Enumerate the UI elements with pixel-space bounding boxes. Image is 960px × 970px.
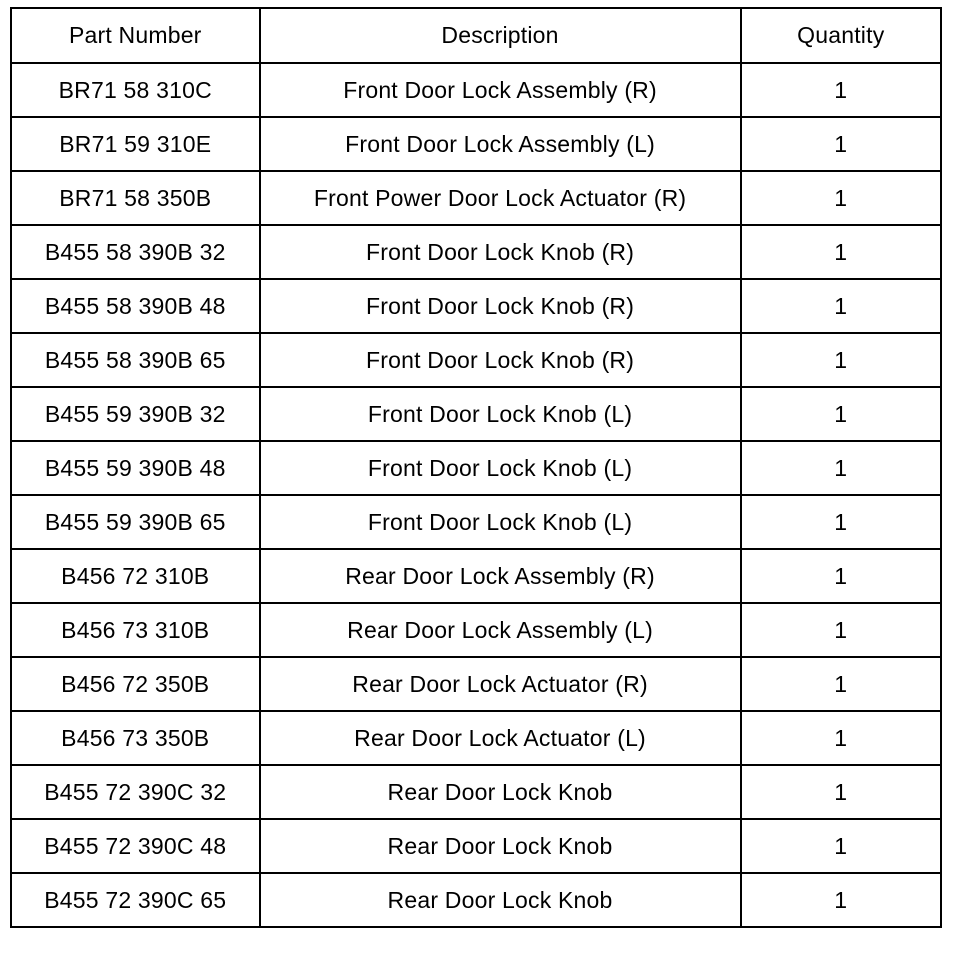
cell-description: Rear Door Lock Assembly (L) <box>260 603 741 657</box>
header-row <box>11 8 941 63</box>
cell-part-number: B456 72 310B <box>11 549 260 603</box>
cell-description: Rear Door Lock Knob <box>260 873 741 927</box>
cell-description: Rear Door Lock Assembly (R) <box>260 549 741 603</box>
table-row <box>11 333 941 387</box>
table-row <box>11 225 941 279</box>
table-row <box>11 711 941 765</box>
cell-description: Rear Door Lock Actuator (L) <box>260 711 741 765</box>
cell-quantity: 1 <box>741 819 941 873</box>
cell-quantity: 1 <box>741 603 941 657</box>
table-row <box>11 171 941 225</box>
header-part-number: Part Number <box>11 8 260 63</box>
cell-part-number: B456 73 310B <box>11 603 260 657</box>
cell-description: Rear Door Lock Actuator (R) <box>260 657 741 711</box>
cell-description: Rear Door Lock Knob <box>260 819 741 873</box>
cell-quantity: 1 <box>741 765 941 819</box>
cell-quantity: 1 <box>741 117 941 171</box>
cell-part-number: B456 73 350B <box>11 711 260 765</box>
table-row <box>11 873 941 927</box>
table-row <box>11 117 941 171</box>
cell-part-number: B455 59 390B 65 <box>11 495 260 549</box>
table-row <box>11 657 941 711</box>
table-row <box>11 387 941 441</box>
cell-part-number: B455 58 390B 65 <box>11 333 260 387</box>
table-row <box>11 495 941 549</box>
cell-quantity: 1 <box>741 225 941 279</box>
cell-quantity: 1 <box>741 279 941 333</box>
cell-quantity: 1 <box>741 711 941 765</box>
cell-quantity: 1 <box>741 171 941 225</box>
cell-description: Front Power Door Lock Actuator (R) <box>260 171 741 225</box>
parts-table <box>10 7 942 928</box>
cell-quantity: 1 <box>741 333 941 387</box>
cell-description: Front Door Lock Knob (L) <box>260 387 741 441</box>
table-body <box>11 63 941 927</box>
table-row <box>11 603 941 657</box>
cell-part-number: B455 72 390C 32 <box>11 765 260 819</box>
table-row <box>11 279 941 333</box>
cell-part-number: B455 58 390B 48 <box>11 279 260 333</box>
cell-part-number: B455 72 390C 48 <box>11 819 260 873</box>
header-quantity: Quantity <box>741 8 941 63</box>
cell-part-number: B456 72 350B <box>11 657 260 711</box>
cell-quantity: 1 <box>741 657 941 711</box>
cell-description: Front Door Lock Knob (L) <box>260 495 741 549</box>
cell-description: Front Door Lock Knob (R) <box>260 333 741 387</box>
cell-part-number: BR71 58 350B <box>11 171 260 225</box>
cell-part-number: B455 59 390B 32 <box>11 387 260 441</box>
cell-quantity: 1 <box>741 63 941 117</box>
cell-part-number: B455 58 390B 32 <box>11 225 260 279</box>
cell-description: Front Door Lock Knob (R) <box>260 225 741 279</box>
cell-description: Rear Door Lock Knob <box>260 765 741 819</box>
table-row <box>11 63 941 117</box>
table-row <box>11 441 941 495</box>
table-header <box>11 8 941 63</box>
cell-part-number: B455 59 390B 48 <box>11 441 260 495</box>
cell-description: Front Door Lock Knob (R) <box>260 279 741 333</box>
header-description: Description <box>260 8 741 63</box>
table-row <box>11 819 941 873</box>
cell-part-number: BR71 58 310C <box>11 63 260 117</box>
cell-part-number: BR71 59 310E <box>11 117 260 171</box>
cell-part-number: B455 72 390C 65 <box>11 873 260 927</box>
cell-quantity: 1 <box>741 873 941 927</box>
cell-quantity: 1 <box>741 495 941 549</box>
table-row <box>11 549 941 603</box>
cell-quantity: 1 <box>741 441 941 495</box>
cell-quantity: 1 <box>741 387 941 441</box>
table-row <box>11 765 941 819</box>
cell-quantity: 1 <box>741 549 941 603</box>
cell-description: Front Door Lock Assembly (R) <box>260 63 741 117</box>
cell-description: Front Door Lock Assembly (L) <box>260 117 741 171</box>
cell-description: Front Door Lock Knob (L) <box>260 441 741 495</box>
